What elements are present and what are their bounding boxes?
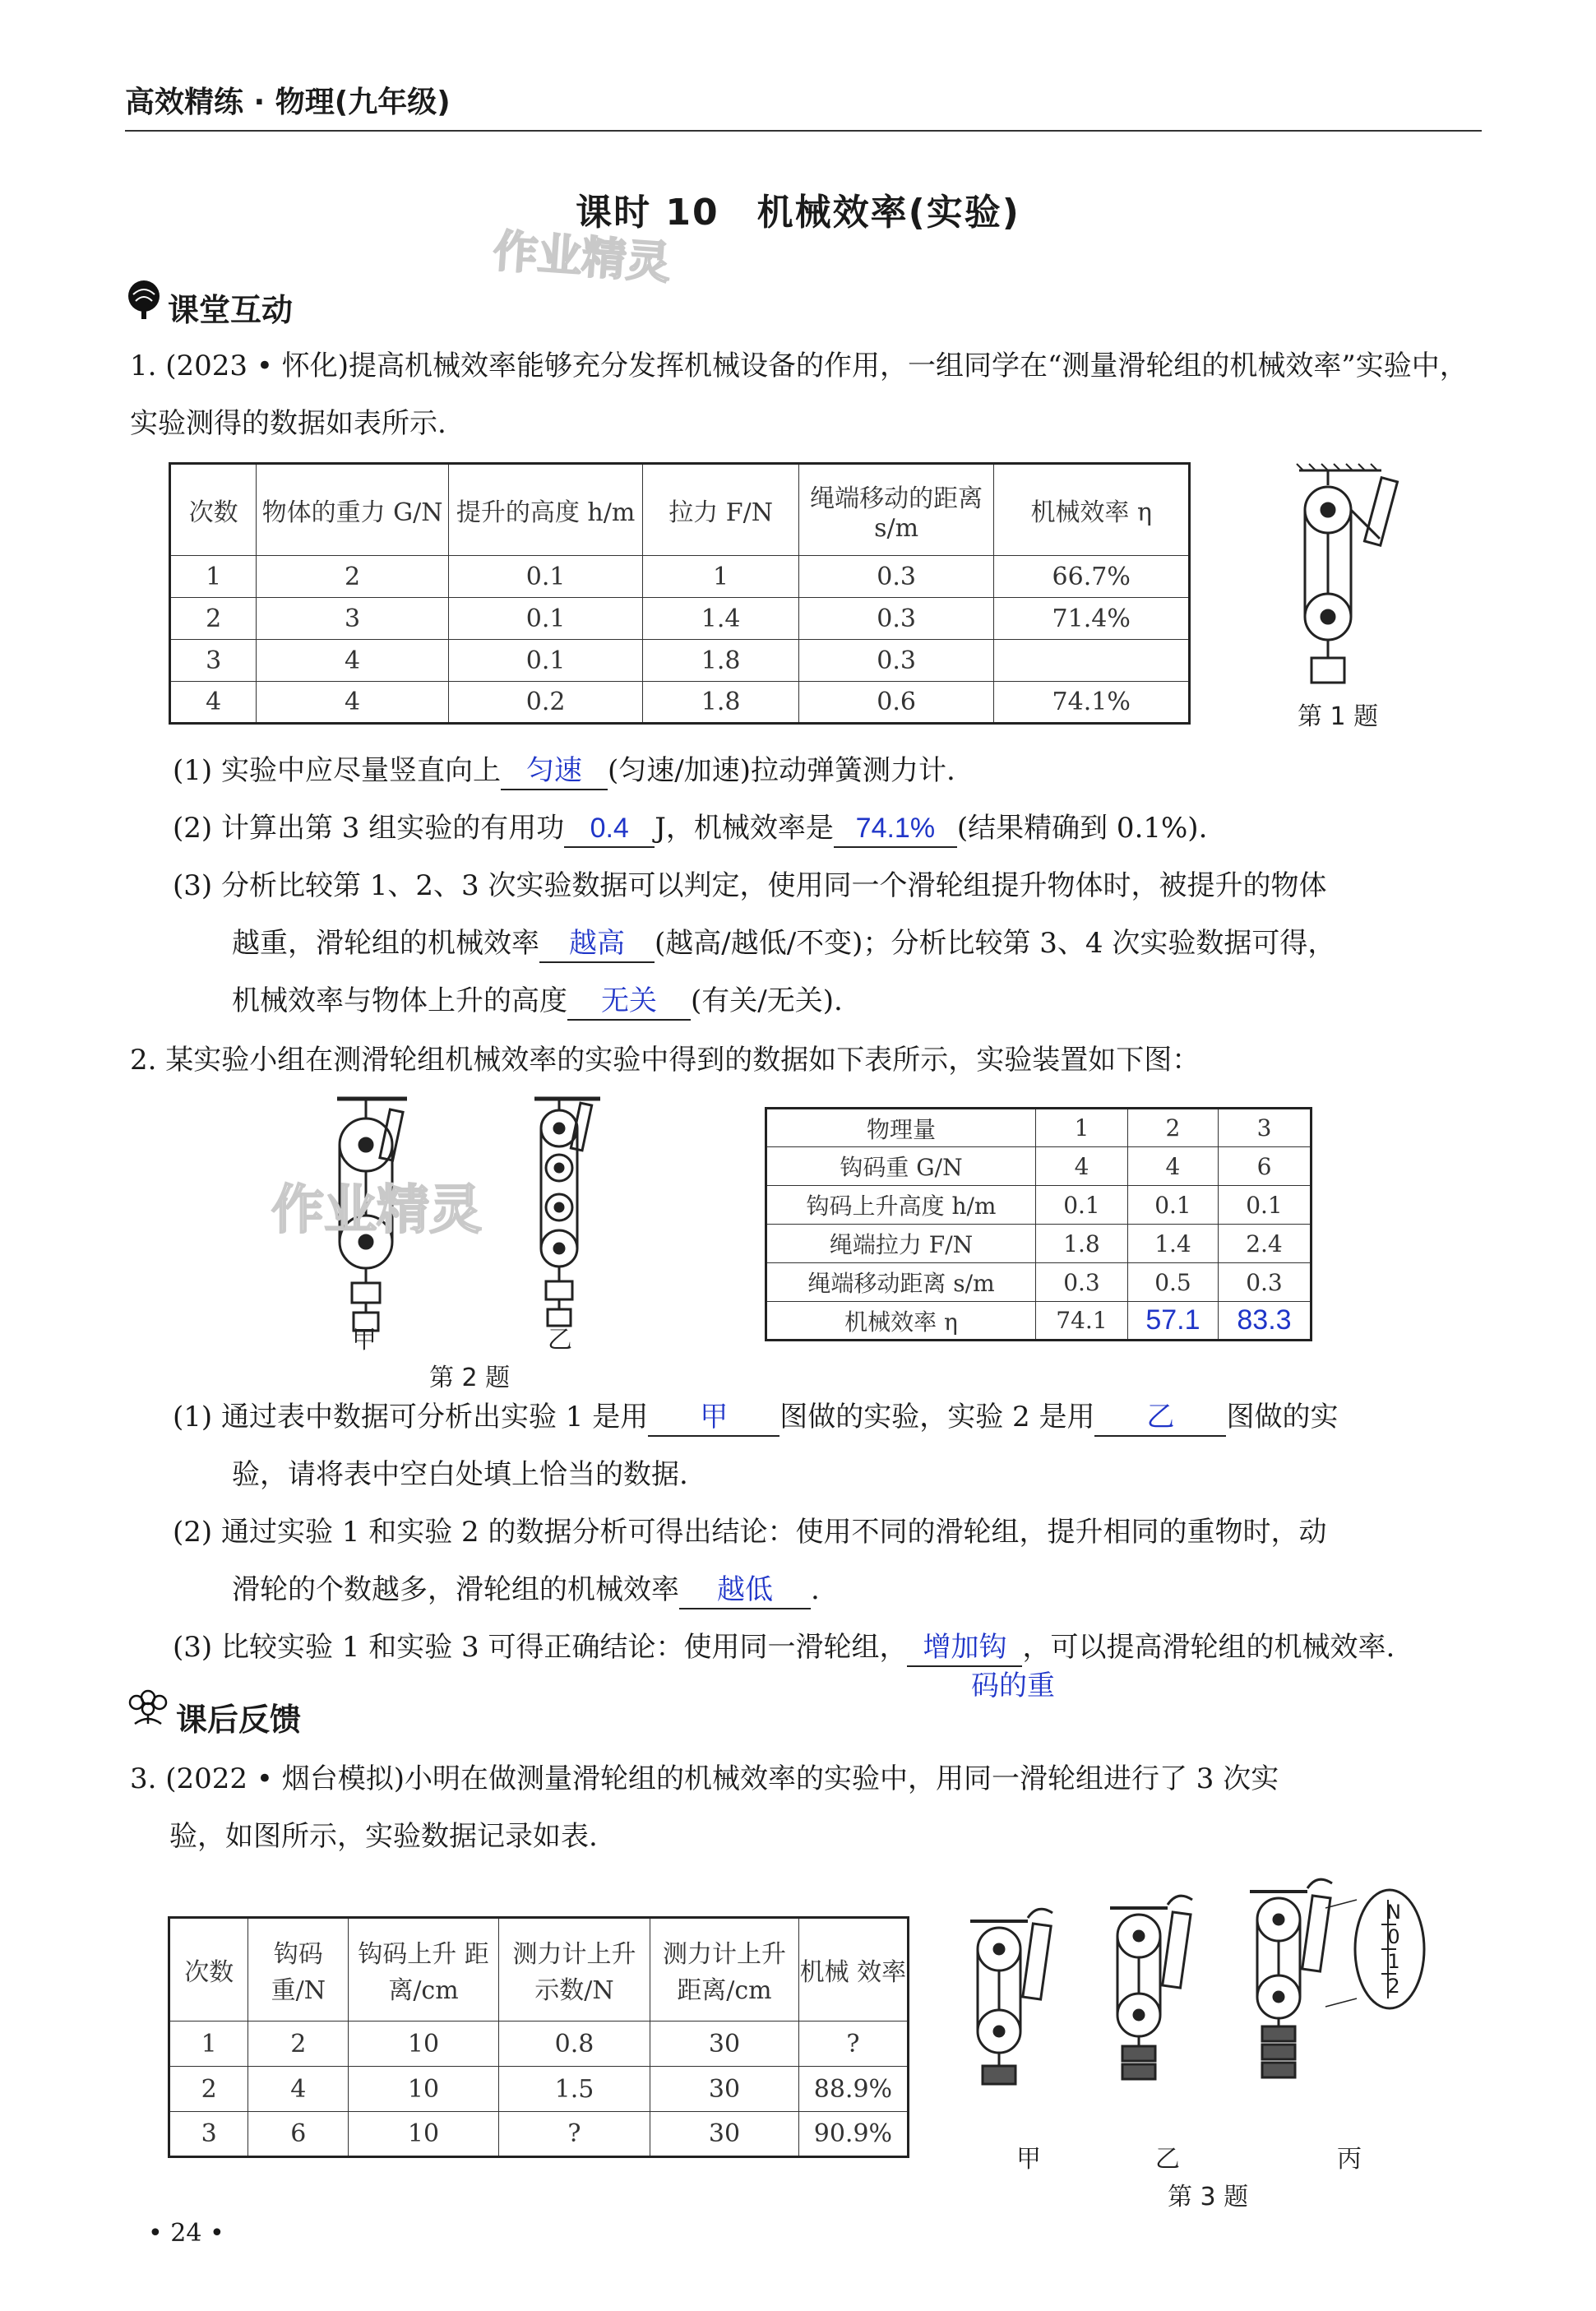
q1-cell: 0.1 (448, 556, 643, 598)
q1-p2-post: (结果精确到 0.1%). (956, 812, 1208, 845)
q3-stem-line2: 验，如图所示，实验数据记录如表. (169, 1820, 598, 1853)
q3-cell: 0.8 (498, 2022, 650, 2067)
q3-cell: 10 (349, 2067, 499, 2112)
scale-tick: 2 (1387, 1975, 1400, 1998)
q2-cell: 4 (1127, 1147, 1218, 1186)
q2-p2-answer: 越低 (679, 1572, 811, 1609)
q1-cell (994, 640, 1190, 682)
header-divider (125, 130, 1482, 132)
q1-cell: 1.4 (643, 598, 798, 640)
q2-part1-line2: 验，请将表中空白处填上恰当的数据. (232, 1458, 688, 1491)
q3-th: 测力计上升 距离/cm (650, 1918, 799, 2022)
q1-cell: 0.2 (448, 682, 643, 724)
q3-cell: 2 (169, 2067, 248, 2112)
q2-cell: 4 (1036, 1147, 1128, 1186)
watermark-top: 作业精灵 (491, 225, 673, 289)
q3-cell: 30 (650, 2112, 799, 2157)
q3-label-yi: 乙 (1155, 2145, 1180, 2174)
q1-p3-answer2: 无关 (567, 983, 691, 1021)
q1-cell: 2 (170, 598, 257, 640)
table-row (766, 1186, 1311, 1225)
q2-p1-post: 图做的实 (1226, 1401, 1339, 1433)
table-row (169, 2112, 909, 2157)
q1-part2 (173, 799, 1488, 857)
q1-cell: 4 (257, 682, 449, 724)
q2-cell: 绳端拉力 F/N (766, 1225, 1036, 1263)
q1-p2-mid: J，机械效率是 (655, 812, 834, 845)
q2-th: 1 (1036, 1109, 1128, 1147)
q2-cell: 绳端移动距离 s/m (766, 1263, 1036, 1302)
q1-th: 机械效率 η (994, 464, 1190, 556)
q1-cell: 0.3 (798, 598, 994, 640)
flower-icon (123, 1689, 173, 1725)
table-row (766, 1225, 1311, 1263)
q1-cell: 0.6 (798, 682, 994, 724)
q1-cell: 3 (170, 640, 257, 682)
q3-cell: ? (498, 2112, 650, 2157)
q2-cell: 0.5 (1127, 1263, 1218, 1302)
q1-pulley-figure (1283, 461, 1423, 691)
q3-cell: 10 (349, 2022, 499, 2067)
table-row (170, 682, 1190, 724)
book-header: 高效精练 · 物理(九年级) (125, 86, 451, 119)
q2-p2-pre2: 滑轮的个数越多，滑轮组的机械效率 (232, 1573, 679, 1606)
q1-part3-line1: (3) 分析比较第 1、2、3 次实验数据可以判定，使用同一个滑轮组提升物体时，被提升的物体 (173, 869, 1327, 902)
q2-cell: 0.3 (1218, 1263, 1311, 1302)
scale-tick: 0 (1387, 1925, 1400, 1948)
q1-cell: 2 (257, 556, 449, 598)
q2-p3-answer-line1: 增加钩 (907, 1629, 1022, 1667)
q3-th: 测力计上升 示数/N (498, 1918, 650, 2022)
section-homework: 课后反馈 (176, 1702, 302, 1738)
q1-cell: 0.3 (798, 640, 994, 682)
q3-scale-readout (1369, 1900, 1418, 1998)
q1-stem: 1. (2023 • 怀化)提高机械效率能够充分发挥机械设备的作用，一组同学在“测量滑轮组的机械效率”实验中，实验测得的数据如表所示. (130, 350, 1468, 440)
q2-label-yi: 乙 (548, 1326, 572, 1355)
q2-label-jia: 甲 (352, 1326, 377, 1355)
q3-cell: 90.9% (798, 2112, 908, 2157)
table-row (766, 1263, 1311, 1302)
q2-th: 3 (1218, 1109, 1311, 1147)
scale-unit: N (1386, 1901, 1401, 1924)
q2-p1-answer2: 乙 (1094, 1399, 1226, 1437)
q2-cell: 机械效率 η (766, 1302, 1036, 1341)
section-classroom: 课堂互动 (168, 292, 294, 328)
q3-cell: 88.9% (798, 2067, 908, 2112)
q3-data-table (168, 1916, 909, 2158)
q2-cell: 0.1 (1127, 1186, 1218, 1225)
q2-cell: 1.4 (1127, 1225, 1218, 1263)
q1-cell: 71.4% (994, 598, 1190, 640)
q2-answer-cell: 57.1 (1127, 1302, 1218, 1341)
q1-p3-pre2: 越重，滑轮组的机械效率 (232, 927, 539, 960)
q2-p2-post2: . (811, 1573, 820, 1606)
q1-cell: 74.1% (994, 682, 1190, 724)
q3-th: 钩码上升 距离/cm (349, 1918, 499, 2022)
table-row (169, 2022, 909, 2067)
table-row (766, 1147, 1311, 1186)
table-row (170, 640, 1190, 682)
q2-p3-post: ，可以提高滑轮组的机械效率. (1022, 1631, 1395, 1664)
q1-cell: 1.8 (643, 682, 798, 724)
q2-cell: 1.8 (1036, 1225, 1128, 1263)
q2-answer-cell: 83.3 (1218, 1302, 1311, 1341)
q2-cell: 6 (1218, 1147, 1311, 1186)
q2-figure-caption: 第 2 题 (429, 1364, 511, 1392)
lesson-title: 课时 10 机械效率(实验) (576, 192, 1020, 234)
q3-cell: 2 (248, 2022, 349, 2067)
q1-part1 (173, 742, 1488, 799)
q1-cell: 1.8 (643, 640, 798, 682)
q1-cell: 3 (257, 598, 449, 640)
q2-p1-mid: 图做的实验，实验 2 是用 (779, 1401, 1095, 1433)
q1-p1-answer: 匀速 (501, 753, 608, 790)
q1-cell: 0.1 (448, 598, 643, 640)
q3-cell: 30 (650, 2022, 799, 2067)
q2-th: 2 (1127, 1109, 1218, 1147)
q1-th: 物体的重力 G/N (257, 464, 449, 556)
q1-p1-pre: (1) 实验中应尽量竖直向上 (173, 754, 501, 787)
page-number: • 24 • (148, 2219, 224, 2248)
q1-th: 绳端移动的距离 s/m (798, 464, 994, 556)
q3-cell: 6 (248, 2112, 349, 2157)
q2-p3-pre: (3) 比较实验 1 和实验 3 可得正确结论：使用同一滑轮组， (173, 1631, 908, 1664)
q1-cell: 66.7% (994, 556, 1190, 598)
watermark-middle: 作业精灵 (271, 1180, 482, 1241)
q1-p3-answer1: 越高 (539, 925, 655, 963)
q1-figure-caption: 第 1 题 (1298, 702, 1379, 731)
q1-p1-post: (匀速/加速)拉动弹簧测力计. (607, 754, 955, 787)
q2-stem: 2. 某实验小组在测滑轮组机械效率的实验中得到的数据如下表所示，实验装置如下图： (130, 1044, 1200, 1077)
q3-cell: 1 (169, 2022, 248, 2067)
q1-cell: 4 (257, 640, 449, 682)
q1-cell: 0.1 (448, 640, 643, 682)
q2-cell: 0.1 (1218, 1186, 1311, 1225)
q2-p1-pre: (1) 通过表中数据可分析出实验 1 是用 (173, 1401, 649, 1433)
q3-label-bing: 丙 (1337, 2145, 1362, 2174)
q1-cell: 0.3 (798, 556, 994, 598)
q3-th: 次数 (169, 1918, 248, 2022)
q3-stem-line1: 3. (2022 • 烟台模拟)小明在做测量滑轮组的机械效率的实验中，用同一滑轮组进行了 3 次实 (130, 1762, 1279, 1795)
q1-th: 提升的高度 h/m (448, 464, 643, 556)
q1-cell: 1 (170, 556, 257, 598)
scale-tick: 1 (1387, 1950, 1400, 1973)
tree-icon (125, 280, 163, 321)
q2-cell: 钩码上升高度 h/m (766, 1186, 1036, 1225)
q2-part1 (173, 1388, 1488, 1446)
q2-p3-answer-line2: 码的重 (971, 1670, 1055, 1702)
q1-part3-line3 (232, 972, 1490, 1030)
q1-p2-pre: (2) 计算出第 3 组实验的有用功 (173, 812, 565, 845)
q2-part2-line2 (232, 1561, 1490, 1619)
q2-th: 物理量 (766, 1109, 1036, 1147)
q2-cell: 2.4 (1218, 1225, 1311, 1263)
q3-label-jia: 甲 (1016, 2145, 1041, 2174)
q2-cell: 74.1 (1036, 1302, 1128, 1341)
q2-data-table (765, 1107, 1312, 1341)
table-row (170, 598, 1190, 640)
q1-p3-pre3: 机械效率与物体上升的高度 (232, 984, 567, 1017)
q1-part3-line2 (232, 915, 1490, 972)
q2-cell: 0.1 (1036, 1186, 1128, 1225)
q3-cell: 1.5 (498, 2067, 650, 2112)
q1-data-table (169, 462, 1191, 725)
q2-part2-line1: (2) 通过实验 1 和实验 2 的数据分析可得出结论：使用不同的滑轮组，提升相同的重物时，动 (173, 1516, 1327, 1549)
q1-p2-answer1: 0.4 (564, 810, 655, 848)
q3-figure-caption: 第 3 题 (1168, 2183, 1249, 2211)
q1-p3-mid2: (越高/越低/不变)；分析比较第 3、4 次实验数据可得， (655, 927, 1336, 960)
table-row (169, 2067, 909, 2112)
q3-cell: 4 (248, 2067, 349, 2112)
table-row (170, 556, 1190, 598)
q2-cell: 0.3 (1036, 1263, 1128, 1302)
q1-p2-answer2: 74.1% (834, 810, 957, 848)
q1-th: 次数 (170, 464, 257, 556)
table-row (766, 1302, 1311, 1341)
q3-th: 机械 效率 (798, 1918, 908, 2022)
q3-cell: 3 (169, 2112, 248, 2157)
q1-cell: 1 (643, 556, 798, 598)
q1-th: 拉力 F/N (643, 464, 798, 556)
q2-cell: 钩码重 G/N (766, 1147, 1036, 1186)
q1-p3-post3: (有关/无关). (691, 984, 843, 1017)
q2-p1-answer1: 甲 (648, 1399, 779, 1437)
q3-cell: 30 (650, 2067, 799, 2112)
q3-cell: 10 (349, 2112, 499, 2157)
q1-cell: 4 (170, 682, 257, 724)
q3-th: 钩码 重/N (248, 1918, 349, 2022)
q2-part3 (173, 1619, 1488, 1676)
q3-cell: ? (798, 2022, 908, 2067)
